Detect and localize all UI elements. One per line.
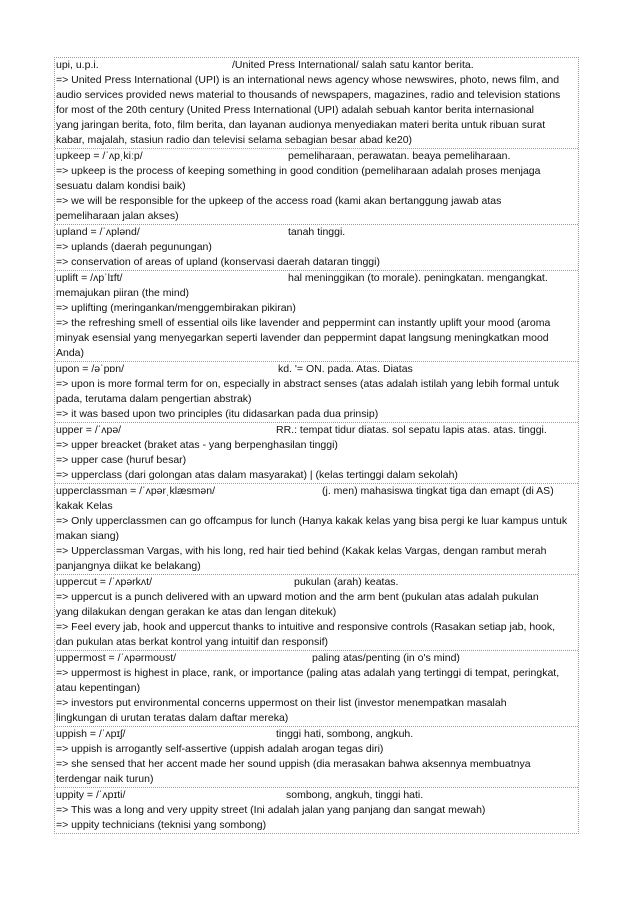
entry-list xyxy=(55,58,578,833)
dictionary-entry xyxy=(55,225,578,271)
entry-line: => the refreshing smell of essential oils like lavender and peppermint can instantly uplift your mood (aroma xyxy=(56,317,551,329)
entry-line: lingkungan di urutan teratas dalam daftar mereka) xyxy=(56,712,289,724)
entry-line: => conservation of areas of upland (konservasi daerah dataran tinggi) xyxy=(56,256,380,268)
entry-line: => This was a long and very uppity street (Ini adalah jalan yang panjang dan sangat mewah) xyxy=(56,804,486,816)
entry-line: Anda) xyxy=(56,347,85,359)
entry-line: => uppercut is a punch delivered with an upward motion and the arm bent (pukulan atas adalah pukulan xyxy=(56,591,539,603)
entry-line: kakak Kelas xyxy=(56,500,113,512)
entry-body xyxy=(55,240,578,270)
dictionary-page xyxy=(54,57,579,834)
entry-line: panjangnya diikat ke belakang) xyxy=(56,560,201,572)
entry-gloss: tanah tinggi. xyxy=(288,226,346,238)
entry-line: => uppermost is highest in place, rank, or importance (paling atas adalah yang tertinggi di tempat, peringkat, xyxy=(56,667,560,679)
entry-line: => uppity technicians (teknisi yang sombong) xyxy=(56,819,267,831)
entry-headline xyxy=(55,727,578,742)
entry-headline xyxy=(55,575,578,590)
entry-line: => it was based upon two principles (itu didasarkan pada dua prinsip) xyxy=(56,408,379,420)
entry-gloss: paling atas/penting (in o's mind) xyxy=(312,652,460,664)
entry-term: upkeep = /ˈʌpˌkiːp/ xyxy=(56,150,143,162)
entry-line: => upper case (huruf besar) xyxy=(56,454,187,466)
entry-line: audio services provided news material to thousands of newspapers, magazines, radio and television stations xyxy=(56,89,561,101)
entry-line: pada, terutama dalam pengertian abstrak) xyxy=(56,393,252,405)
entry-body xyxy=(55,286,578,361)
entry-headline xyxy=(55,149,578,164)
entry-body xyxy=(55,742,578,787)
entry-gloss: kd. '= ON. pada. Atas. Diatas xyxy=(278,363,413,375)
entry-headline xyxy=(55,271,578,286)
entry-headline xyxy=(55,484,578,499)
entry-body xyxy=(55,666,578,726)
dictionary-entry xyxy=(55,271,578,362)
entry-term: upland = /ˈʌplənd/ xyxy=(56,226,140,238)
entry-gloss: /United Press International/ salah satu kantor berita. xyxy=(232,59,474,71)
entry-gloss: pukulan (arah) keatas. xyxy=(294,576,399,588)
entry-body xyxy=(55,73,578,148)
entry-headline xyxy=(55,651,578,666)
entry-line: => upon is more formal term for on, especially in abstract senses (atas adalah istilah yang lebih formal untuk xyxy=(56,378,560,390)
entry-line: pemeliharaan jalan akses) xyxy=(56,210,179,222)
entry-line: => Upperclassman Vargas, with his long, red hair tied behind (Kakak kelas Vargas, dengan rambut merah xyxy=(56,545,547,557)
entry-gloss: tinggi hati, sombong, angkuh. xyxy=(276,728,414,740)
entry-line: makan siang) xyxy=(56,530,120,542)
entry-headline xyxy=(55,225,578,240)
entry-headline xyxy=(55,58,578,73)
dictionary-entry xyxy=(55,727,578,788)
entry-line: => United Press International (UPI) is an international news agency whose newswires, photo, news film, and xyxy=(56,74,560,86)
entry-term: upper = /ˈʌpə/ xyxy=(56,424,122,436)
entry-line: => she sensed that her accent made her sound uppish (dia merasakan bahwa aksennya membuatnya xyxy=(56,758,531,770)
entry-line: for most of the 20th century (United Press International (UPI) adalah sebuah kantor berita internasional xyxy=(56,104,535,116)
entry-line: => upper breacket (braket atas - yang berpenghasilan tinggi) xyxy=(56,439,338,451)
entry-term: uppish = /ˈʌpɪʃ/ xyxy=(56,728,126,740)
entry-term: uppercut = /ˈʌpərkʌt/ xyxy=(56,576,153,588)
entry-body xyxy=(55,590,578,650)
entry-body xyxy=(55,499,578,574)
entry-line: => upkeep is the process of keeping something in good condition (pemeliharaan adalah proses menjaga xyxy=(56,165,541,177)
entry-line: => Feel every jab, hook and uppercut thanks to intuitive and responsive controls (Rasakan setiap jab, hook, xyxy=(56,621,556,633)
dictionary-entry xyxy=(55,58,578,149)
entry-line: yang dilakukan dengan gerakan ke atas dan lengan ditekuk) xyxy=(56,606,337,618)
entry-line: minyak esensial yang menyegarkan seperti lavender dan peppermint dapat langsung meningkatkan mood xyxy=(56,332,549,344)
dictionary-entry xyxy=(55,651,578,727)
entry-headline xyxy=(55,362,578,377)
entry-term: uplift = /ʌpˈlɪft/ xyxy=(56,272,123,284)
entry-body xyxy=(55,438,578,483)
entry-term: uppity = /ˈʌpɪti/ xyxy=(56,789,126,801)
dictionary-entry xyxy=(55,423,578,484)
entry-line: terdengar naik turun) xyxy=(56,773,154,785)
entry-gloss: RR.: tempat tidur diatas. sol sepatu lapis atas. atas. tinggi. xyxy=(276,424,547,436)
entry-line: dan pukulan atas berkat kontrol yang intuitif dan responsif) xyxy=(56,636,329,648)
entry-headline xyxy=(55,423,578,438)
entry-term: upon = /əˈpɒn/ xyxy=(56,363,125,375)
entry-term: upperclassman = /ˈʌpərˌklæsmən/ xyxy=(56,485,216,497)
entry-line: yang jaringan berita, foto, film berita, dan layanan audionya menyediakan materi berita untuk ribuan surat xyxy=(56,119,546,131)
dictionary-entry xyxy=(55,362,578,423)
dictionary-entry xyxy=(55,788,578,833)
entry-gloss: hal meninggikan (to morale). peningkatan. mengangkat. xyxy=(288,272,548,284)
dictionary-entry xyxy=(55,575,578,651)
entry-line: => upperclass (dari golongan atas dalam masyarakat) | (kelas tertinggi dalam sekolah) xyxy=(56,469,458,481)
entry-gloss: pemeliharaan, perawatan. beaya pemeliharaan. xyxy=(288,150,511,162)
entry-line: memajukan piiran (the mind) xyxy=(56,287,190,299)
entry-line: atau kepentingan) xyxy=(56,682,141,694)
entry-body xyxy=(55,164,578,224)
entry-line: => we will be responsible for the upkeep of the access road (kami akan bertanggung jawab atas xyxy=(56,195,502,207)
entry-line: => uplands (daerah pegunungan) xyxy=(56,241,212,253)
entry-gloss: sombong, angkuh, tinggi hati. xyxy=(286,789,424,801)
entry-gloss: (j. men) mahasiswa tingkat tiga dan emapt (di AS) xyxy=(322,485,554,497)
entry-line: => investors put environmental concerns uppermost on their list (investor menempatkan masalah xyxy=(56,697,507,709)
dictionary-entry xyxy=(55,149,578,225)
entry-line: => uplifting (meringankan/menggembirakan pikiran) xyxy=(56,302,296,314)
dictionary-entry xyxy=(55,484,578,575)
entry-headline xyxy=(55,788,578,803)
entry-line: => Only upperclassmen can go offcampus for lunch (Hanya kakak kelas yang bisa pergi ke luar kampus untuk xyxy=(56,515,568,527)
entry-line: => uppish is arrogantly self-assertive (uppish adalah arogan tegas diri) xyxy=(56,743,384,755)
entry-body xyxy=(55,377,578,422)
entry-body xyxy=(55,803,578,833)
entry-line: sesuatu dalam kondisi baik) xyxy=(56,180,186,192)
entry-term: uppermost = /ˈʌpərmoʊst/ xyxy=(56,652,177,664)
entry-line: kabar, majalah, stasiun radio dan televisi selama sebagian besar abad ke20) xyxy=(56,134,413,146)
entry-term: upi, u.p.i. xyxy=(56,59,99,71)
